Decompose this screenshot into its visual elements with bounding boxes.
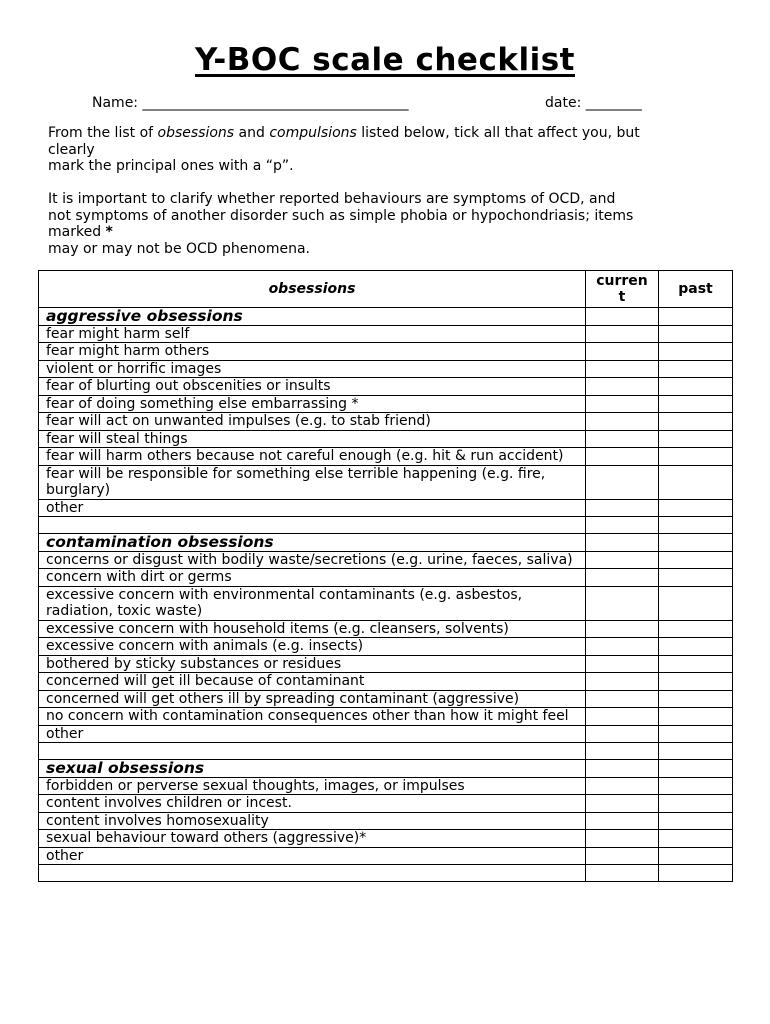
current-checkbox[interactable] [586,465,659,499]
section-header-row [39,760,733,778]
table-row [39,430,733,448]
past-checkbox[interactable] [659,448,733,466]
item-label: fear might harm others [39,343,586,361]
blank-cell [39,743,586,760]
past-checkbox[interactable] [659,378,733,396]
table-row [39,586,733,620]
item-label: bothered by sticky substances or residues [39,655,586,673]
current-checkbox[interactable] [586,812,659,830]
past-checkbox[interactable] [659,743,733,760]
item-label: fear will act on unwanted impulses (e.g. to stab friend) [39,413,586,431]
item-label: fear might harm self [39,325,586,343]
item-label: sexual behaviour toward others (aggressive)* [39,830,586,848]
section-title: contamination obsessions [39,534,586,552]
past-checkbox[interactable] [659,395,733,413]
blank-row [39,517,733,534]
current-checkbox[interactable] [586,569,659,587]
item-label: fear will steal things [39,430,586,448]
table-row [39,655,733,673]
table-row [39,325,733,343]
current-checkbox[interactable] [586,725,659,743]
current-checkbox[interactable] [586,673,659,691]
past-checkbox[interactable] [659,430,733,448]
current-checkbox[interactable] [586,655,659,673]
name-field[interactable] [92,95,408,111]
past-checkbox[interactable] [659,308,733,326]
past-checkbox[interactable] [659,499,733,517]
name-blank[interactable]: ______________________________________ [142,95,409,111]
item-label: excessive concern with environmental contaminants (e.g. asbestos, radiation, toxic waste) [39,586,586,620]
section-header-row [39,534,733,552]
table-row [39,499,733,517]
current-checkbox[interactable] [586,360,659,378]
table-row [39,360,733,378]
current-header: curren t [586,271,659,308]
current-checkbox[interactable] [586,325,659,343]
past-checkbox[interactable] [659,620,733,638]
current-checkbox[interactable] [586,777,659,795]
past-checkbox[interactable] [659,413,733,431]
table-row [39,395,733,413]
table-row [39,673,733,691]
current-checkbox[interactable] [586,638,659,656]
date-field[interactable] [545,95,642,111]
current-checkbox[interactable] [586,499,659,517]
table-row [39,708,733,726]
name-label: Name: [92,95,139,111]
past-checkbox[interactable] [659,865,733,882]
past-checkbox[interactable] [659,725,733,743]
item-label: content involves children or incest. [39,795,586,813]
item-label: concerned will get ill because of contaminant [39,673,586,691]
current-checkbox[interactable] [586,830,659,848]
current-checkbox[interactable] [586,430,659,448]
item-label: excessive concern with animals (e.g. insects) [39,638,586,656]
table-row [39,378,733,396]
blank-cell [39,865,586,882]
past-header: past [659,271,733,308]
past-checkbox[interactable] [659,360,733,378]
past-checkbox[interactable] [659,830,733,848]
table-row [39,620,733,638]
current-checkbox[interactable] [586,708,659,726]
item-label: fear will harm others because not careful enough (e.g. hit & run accident) [39,448,586,466]
past-checkbox[interactable] [659,673,733,691]
current-checkbox[interactable] [586,690,659,708]
section-title: aggressive obsessions [39,308,586,326]
table-row [39,830,733,848]
past-checkbox[interactable] [659,777,733,795]
item-label: violent or horrific images [39,360,586,378]
current-checkbox[interactable] [586,308,659,326]
intro-paragraph-1: From the list of obsessions and compulsions listed below, tick all that affect you, but clearly mark the principal ones with a “p”. [48,125,640,174]
item-label: excessive concern with household items (e.g. cleansers, solvents) [39,620,586,638]
table-row [39,343,733,361]
blank-cell [39,517,586,534]
past-checkbox[interactable] [659,655,733,673]
item-label: other [39,725,586,743]
date-blank[interactable]: ________ [585,95,642,111]
current-checkbox[interactable] [586,517,659,534]
current-checkbox[interactable] [586,586,659,620]
current-checkbox[interactable] [586,847,659,865]
table-row [39,638,733,656]
past-checkbox[interactable] [659,325,733,343]
item-label: forbidden or perverse sexual thoughts, images, or impulses [39,777,586,795]
table-row [39,413,733,431]
blank-row [39,743,733,760]
past-checkbox[interactable] [659,465,733,499]
past-checkbox[interactable] [659,343,733,361]
current-checkbox[interactable] [586,865,659,882]
table-row [39,847,733,865]
page-title: Y-BOC scale checklist [195,42,575,78]
current-checkbox[interactable] [586,378,659,396]
past-checkbox[interactable] [659,708,733,726]
past-checkbox[interactable] [659,569,733,587]
date-label: date: [545,95,582,111]
table-row [39,795,733,813]
current-checkbox[interactable] [586,534,659,552]
current-checkbox[interactable] [586,448,659,466]
section-header-row [39,308,733,326]
obsessions-header: obsessions [39,271,586,308]
table-row [39,777,733,795]
current-checkbox[interactable] [586,395,659,413]
past-checkbox[interactable] [659,760,733,778]
current-checkbox[interactable] [586,413,659,431]
current-checkbox[interactable] [586,551,659,569]
section-title: sexual obsessions [39,760,586,778]
item-label: concerns or disgust with bodily waste/secretions (e.g. urine, faeces, saliva) [39,551,586,569]
past-checkbox[interactable] [659,638,733,656]
table-row [39,551,733,569]
table-row [39,812,733,830]
intro-paragraph-2: It is important to clarify whether reported behaviours are symptoms of OCD, and not symptoms of another disorder such as simple phobia or hypochondriasis; items marked * may or may not be OCD phenomena. [48,191,634,257]
item-label: no concern with contamination consequences other than how it might feel [39,708,586,726]
item-label: content involves homosexuality [39,812,586,830]
current-checkbox[interactable] [586,795,659,813]
current-checkbox[interactable] [586,743,659,760]
current-checkbox[interactable] [586,760,659,778]
item-label: other [39,499,586,517]
past-checkbox[interactable] [659,690,733,708]
table-row [39,448,733,466]
table-header-row [39,271,733,308]
past-checkbox[interactable] [659,534,733,552]
table-row [39,690,733,708]
blank-row [39,865,733,882]
item-label: fear will be responsible for something else terrible happening (e.g. fire, burglary) [39,465,586,499]
past-checkbox[interactable] [659,847,733,865]
past-checkbox[interactable] [659,795,733,813]
past-checkbox[interactable] [659,517,733,534]
past-checkbox[interactable] [659,586,733,620]
past-checkbox[interactable] [659,551,733,569]
past-checkbox[interactable] [659,812,733,830]
current-checkbox[interactable] [586,343,659,361]
item-label: fear of blurting out obscenities or insults [39,378,586,396]
current-checkbox[interactable] [586,620,659,638]
table-row [39,465,733,499]
item-label: concerned will get others ill by spreading contaminant (aggressive) [39,690,586,708]
item-label: fear of doing something else embarrassing * [39,395,586,413]
item-label: concern with dirt or germs [39,569,586,587]
obsessions-checklist-table [38,270,733,882]
table-row [39,569,733,587]
item-label: other [39,847,586,865]
table-row [39,725,733,743]
